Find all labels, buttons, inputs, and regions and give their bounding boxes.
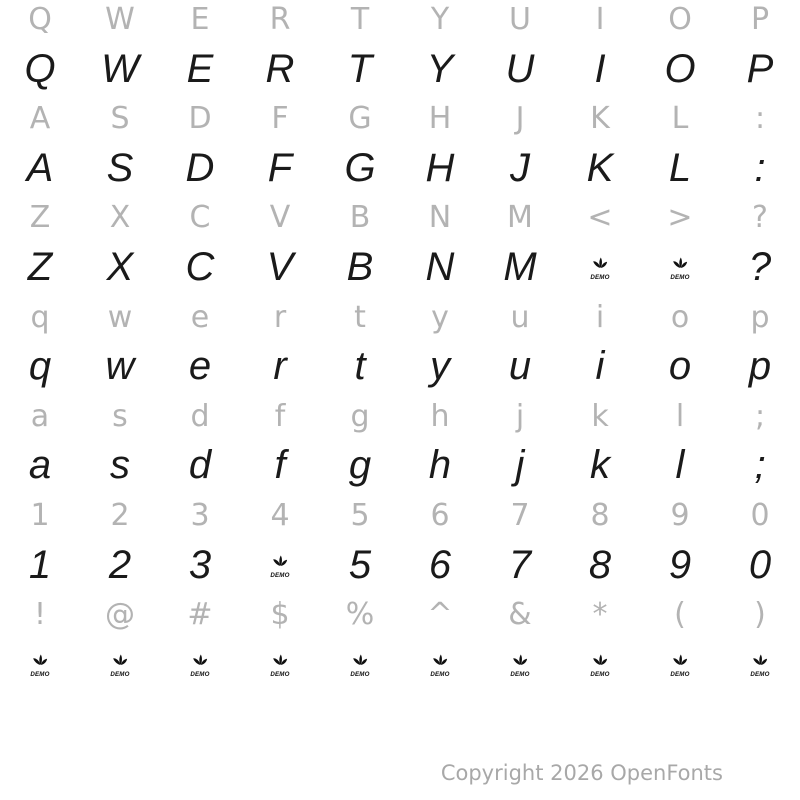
glyph-cell: [240, 640, 320, 690]
glyph-cell: ^: [427, 597, 453, 633]
glyph-cell: @: [105, 597, 135, 633]
glyph-cell: s: [112, 398, 128, 434]
glyph-cell: [80, 640, 160, 690]
glyph-cell: 0: [748, 542, 772, 587]
glyph-cell: R: [265, 46, 295, 91]
glyph-cell: i: [595, 344, 605, 389]
demo-glyph-icon: [269, 552, 291, 578]
svg-text:DEMO: DEMO: [270, 571, 290, 578]
glyph-cell: g: [350, 398, 370, 434]
glyph-cell: ;: [754, 398, 766, 434]
glyph-cell: N: [425, 244, 455, 289]
glyph-cell: H: [428, 101, 452, 137]
glyph-cell: y: [431, 299, 449, 335]
svg-text:DEMO: DEMO: [190, 670, 210, 677]
glyph-cell: W: [101, 46, 139, 91]
glyph-cell: F: [271, 101, 289, 137]
glyph-cell: C: [185, 244, 215, 289]
glyph-cell: T: [347, 46, 373, 91]
glyph-row-specimen: [0, 45, 800, 95]
glyph-row-reference: [0, 193, 800, 243]
glyph-cell: U: [505, 46, 535, 91]
glyph-row-specimen: [0, 640, 800, 690]
glyph-cell: M: [507, 200, 533, 236]
svg-text:DEMO: DEMO: [510, 670, 530, 677]
glyph-cell: q: [28, 344, 52, 389]
svg-text:DEMO: DEMO: [670, 273, 690, 280]
glyph-cell: ?: [748, 244, 772, 289]
glyph-cell: 0: [750, 497, 770, 533]
glyph-cell: 1: [28, 542, 52, 587]
glyph-cell: 5: [350, 497, 370, 533]
demo-glyph-icon: [669, 254, 691, 280]
glyph-cell: y: [430, 344, 450, 389]
glyph-cell: :: [754, 101, 766, 137]
glyph-cell: ;: [754, 443, 766, 488]
glyph-cell: [240, 541, 320, 591]
glyph-cell: w: [107, 299, 133, 335]
glyph-cell: K: [586, 145, 614, 190]
glyph-row-specimen: [0, 144, 800, 194]
glyph-row-specimen: [0, 541, 800, 591]
glyph-cell: O: [668, 2, 692, 37]
glyph-row-reference: [0, 0, 800, 45]
glyph-cell: P: [746, 46, 774, 91]
glyph-cell: 8: [590, 497, 610, 533]
glyph-cell: J: [515, 101, 525, 137]
demo-glyph-icon: [589, 651, 611, 677]
glyph-cell: 6: [430, 497, 450, 533]
glyph-cell: u: [510, 299, 530, 335]
glyph-cell: S: [106, 145, 134, 190]
glyph-cell: l: [675, 443, 685, 488]
glyph-cell: S: [110, 101, 130, 137]
glyph-cell: &: [508, 597, 532, 633]
svg-text:DEMO: DEMO: [590, 670, 610, 677]
glyph-cell: [160, 640, 240, 690]
glyph-cell: I: [595, 2, 605, 37]
glyph-cell: f: [274, 398, 286, 434]
svg-text:DEMO: DEMO: [30, 670, 50, 677]
glyph-cell: q: [30, 299, 50, 335]
glyph-cell: 9: [668, 542, 692, 587]
glyph-cell: [560, 243, 640, 293]
glyph-cell: [640, 243, 720, 293]
demo-glyph-icon: [749, 651, 771, 677]
glyph-cell: W: [105, 2, 135, 37]
glyph-cell: M: [503, 244, 537, 289]
copyright-text: Copyright 2026 OpenFonts: [440, 761, 723, 785]
glyph-cell: A: [29, 101, 51, 137]
glyph-cell: 2: [108, 542, 132, 587]
glyph-cell: Y: [426, 46, 454, 91]
glyph-cell: [400, 640, 480, 690]
glyph-cell: [480, 640, 560, 690]
glyph-cell: D: [188, 101, 212, 137]
glyph-cell: [640, 640, 720, 690]
glyph-cell: P: [750, 2, 770, 37]
glyph-cell: h: [430, 398, 450, 434]
glyph-cell: <: [587, 200, 613, 236]
glyph-cell: 4: [270, 497, 290, 533]
glyph-cell: d: [190, 398, 210, 434]
svg-text:DEMO: DEMO: [430, 670, 450, 677]
glyph-cell: A: [26, 145, 54, 190]
glyph-cell: (: [674, 597, 686, 633]
glyph-cell: r: [273, 299, 287, 335]
glyph-cell: V: [266, 244, 294, 289]
glyph-cell: $: [270, 597, 290, 633]
demo-glyph-icon: [429, 651, 451, 677]
glyph-cell: V: [269, 200, 291, 236]
glyph-cell: 6: [428, 542, 452, 587]
glyph-cell: L: [668, 145, 692, 190]
glyph-cell: [560, 640, 640, 690]
glyph-row-reference: [0, 293, 800, 343]
glyph-cell: Q: [24, 46, 56, 91]
glyph-cell: ): [754, 597, 766, 633]
glyph-cell: 2: [110, 497, 130, 533]
glyph-cell: G: [348, 101, 372, 137]
svg-text:DEMO: DEMO: [350, 670, 370, 677]
glyph-cell: 9: [670, 497, 690, 533]
glyph-cell: G: [344, 145, 376, 190]
glyph-cell: D: [185, 145, 215, 190]
glyph-cell: I: [594, 46, 606, 91]
glyph-cell: [320, 640, 400, 690]
demo-glyph-icon: [189, 651, 211, 677]
glyph-cell: !: [33, 597, 47, 633]
glyph-cell: a: [30, 398, 50, 434]
glyph-cell: t: [354, 344, 366, 389]
glyph-row-specimen: [0, 342, 800, 392]
glyph-cell: h: [428, 443, 452, 488]
glyph-cell: B: [349, 200, 371, 236]
demo-glyph-icon: [29, 651, 51, 677]
glyph-row-reference: [0, 94, 800, 144]
glyph-cell: p: [750, 299, 770, 335]
glyph-cell: e: [190, 299, 210, 335]
glyph-cell: O: [664, 46, 696, 91]
glyph-cell: Z: [27, 244, 53, 289]
glyph-cell: e: [188, 344, 212, 389]
glyph-cell: 1: [30, 497, 50, 533]
svg-text:DEMO: DEMO: [270, 670, 290, 677]
glyph-cell: k: [590, 443, 610, 488]
glyph-cell: %: [345, 597, 375, 633]
glyph-cell: o: [668, 344, 692, 389]
demo-glyph-icon: [589, 254, 611, 280]
glyph-cell: B: [346, 244, 374, 289]
glyph-cell: f: [274, 443, 286, 488]
glyph-cell: Q: [28, 2, 52, 37]
glyph-cell: ?: [752, 200, 768, 236]
demo-glyph-icon: [109, 651, 131, 677]
demo-glyph-icon: [669, 651, 691, 677]
glyph-cell: T: [350, 2, 370, 37]
glyph-cell: K: [590, 101, 610, 137]
glyph-cell: #: [187, 597, 213, 633]
glyph-cell: r: [273, 344, 287, 389]
demo-glyph-icon: [349, 651, 371, 677]
glyph-cell: 3: [188, 542, 212, 587]
glyph-cell: u: [508, 344, 532, 389]
glyph-cell: o: [670, 299, 690, 335]
demo-glyph-icon: [269, 651, 291, 677]
glyph-cell: i: [595, 299, 605, 335]
glyph-cell: 5: [348, 542, 372, 587]
glyph-cell: F: [267, 145, 293, 190]
glyph-cell: [0, 640, 80, 690]
glyph-cell: t: [354, 299, 366, 335]
glyph-cell: C: [189, 200, 211, 236]
glyph-cell: Y: [430, 2, 450, 37]
glyph-cell: 7: [510, 497, 530, 533]
svg-text:DEMO: DEMO: [590, 273, 610, 280]
glyph-cell: p: [748, 344, 772, 389]
glyph-cell: L: [671, 101, 689, 137]
demo-glyph-icon: [509, 651, 531, 677]
glyph-row-reference: [0, 392, 800, 442]
glyph-cell: 3: [190, 497, 210, 533]
glyph-cell: R: [269, 2, 291, 37]
glyph-cell: k: [591, 398, 609, 434]
glyph-row-reference: [0, 491, 800, 541]
glyph-cell: 8: [588, 542, 612, 587]
svg-text:DEMO: DEMO: [110, 670, 130, 677]
svg-text:DEMO: DEMO: [670, 670, 690, 677]
glyph-cell: E: [190, 2, 210, 37]
glyph-cell: d: [188, 443, 212, 488]
glyph-cell: *: [592, 597, 608, 633]
glyph-cell: a: [28, 443, 52, 488]
glyph-cell: E: [186, 46, 214, 91]
svg-text:DEMO: DEMO: [750, 670, 770, 677]
glyph-cell: N: [428, 200, 452, 236]
glyph-cell: j: [515, 398, 525, 434]
glyph-cell: U: [509, 2, 531, 37]
glyph-cell: l: [675, 398, 685, 434]
glyph-cell: >: [667, 200, 693, 236]
glyph-cell: H: [425, 145, 455, 190]
glyph-cell: [720, 640, 800, 690]
glyph-cell: :: [754, 145, 766, 190]
glyph-cell: s: [110, 443, 130, 488]
glyph-cell: X: [106, 244, 134, 289]
glyph-cell: X: [109, 200, 131, 236]
glyph-cell: g: [348, 443, 372, 488]
glyph-cell: j: [515, 443, 525, 488]
glyph-cell: Z: [29, 200, 51, 236]
glyph-row-specimen: [0, 243, 800, 293]
glyph-cell: w: [105, 344, 135, 389]
glyph-cell: 7: [508, 542, 532, 587]
glyph-cell: J: [510, 145, 530, 190]
glyph-row-specimen: [0, 441, 800, 491]
glyph-row-reference: [0, 590, 800, 640]
